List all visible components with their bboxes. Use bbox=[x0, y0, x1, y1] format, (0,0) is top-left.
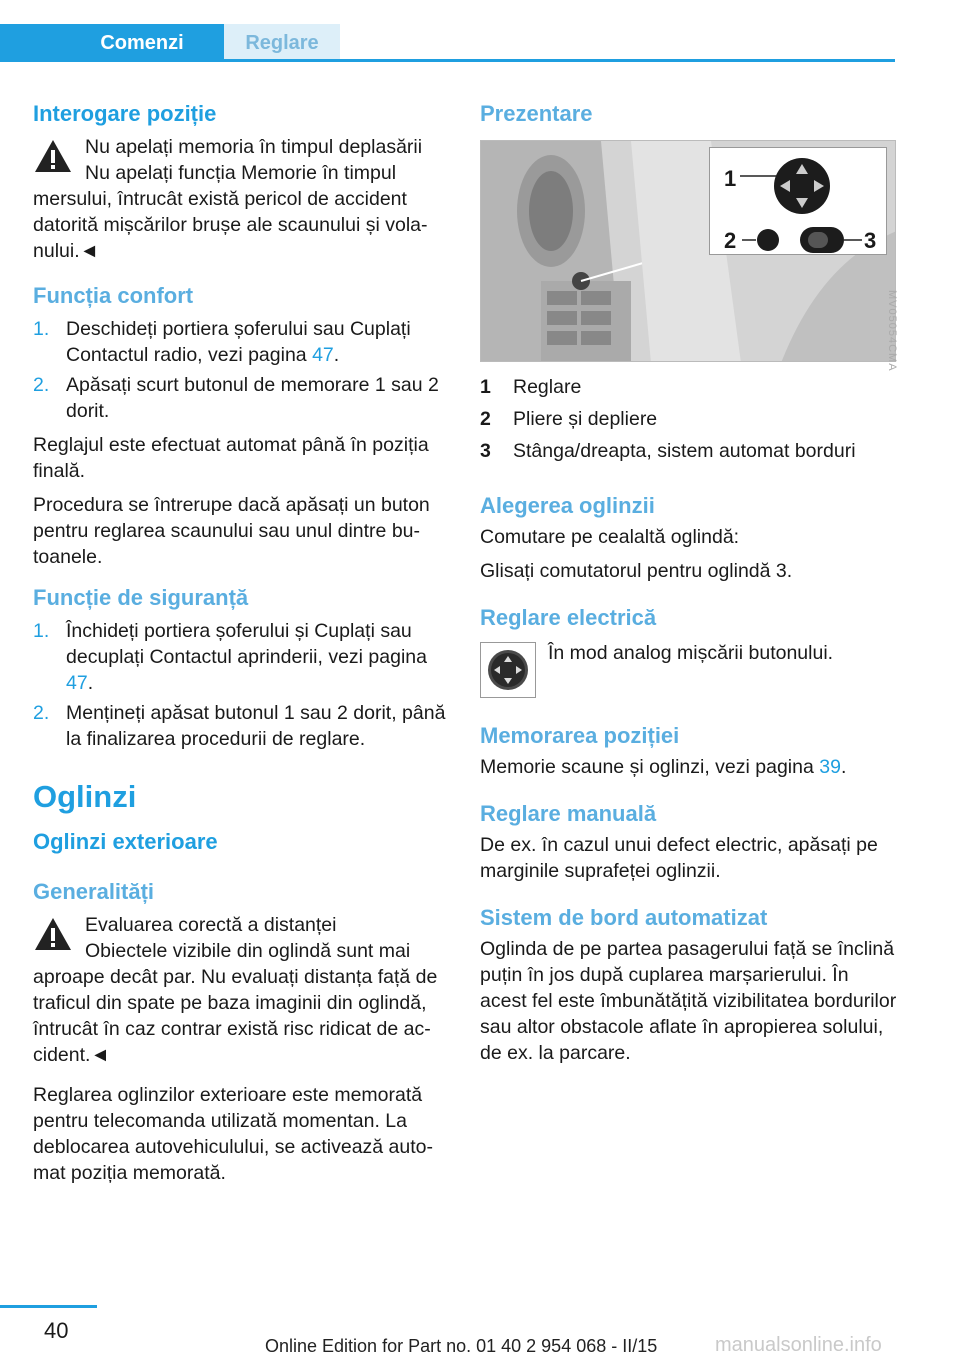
page-link[interactable]: 39 bbox=[819, 756, 841, 778]
left-column bbox=[33, 100, 453, 1194]
button-detail-inset bbox=[709, 147, 887, 255]
page-number: 40 bbox=[44, 1318, 69, 1343]
heading-alegerea: Alegerea oglinzii bbox=[480, 493, 655, 518]
paragraph: Oglinda de pe partea pasagerului față se înclină puțin în jos după cuplarea marșarierului. În acest fel este îmbunătățită vizibilitatea bordurilor sau altor obstacole aflate în apropierea solului, de ex. la parcare. bbox=[480, 938, 897, 1064]
paragraph: Comutare pe cealaltă oglindă: bbox=[480, 526, 740, 548]
paragraph: De ex. în cazul unui defect electric, apăsați pe marginile suprafeței oglinzii. bbox=[480, 834, 878, 882]
figure-legend bbox=[480, 374, 900, 464]
heading-siguranta: Funcție de siguranță bbox=[33, 585, 249, 610]
list-item: 1. Închideți portiera șoferului și Cuplați sau decuplați Contactul aprinderii, vezi pagina 47. bbox=[33, 620, 427, 694]
tab-underline bbox=[0, 59, 895, 62]
warning-text: Nu apelați funcția Memorie în timpul mersului, întrucât există pericol de accident datorită mișcărilor brușe ale scaunului și volanului.◄ bbox=[33, 162, 428, 262]
edition-text: Online Edition for Part no. 01 40 2 954 068 - II/15 bbox=[265, 1336, 658, 1356]
heading-confort: Funcția confort bbox=[33, 283, 194, 308]
heading-oglinzi: Oglinzi bbox=[33, 779, 137, 814]
chapter-tabs bbox=[0, 24, 895, 62]
warning-title: Evaluarea corectă a distanței bbox=[85, 914, 337, 936]
legend-item: 2 Pliere și depliere bbox=[480, 408, 658, 430]
confort-steps bbox=[33, 316, 453, 424]
legend-item: 3 Stânga/dreapta, sistem automat borduri bbox=[480, 440, 856, 462]
warning-triangle-icon bbox=[33, 916, 73, 952]
figure-label-3: 3 bbox=[864, 228, 877, 253]
page-link[interactable]: 47 bbox=[312, 344, 334, 366]
figure-code: MV05054CMA bbox=[886, 290, 898, 372]
warning-text: Obiectele vizibile din oglindă sunt mai aproape decât par. Nu evaluați distanța față de traficul din spate pe baza imaginii din oglindă, întrucât în caz contrar există risc ridicat de accident.◄ bbox=[33, 940, 438, 1066]
siguranta-steps bbox=[33, 618, 453, 752]
mirror-joystick-icon bbox=[480, 642, 536, 698]
figure-label-2: 2 bbox=[724, 228, 737, 253]
warning-triangle-icon bbox=[33, 138, 73, 174]
heading-electrica: Reglare electrică bbox=[480, 605, 657, 630]
paragraph: Glisați comutatorul pentru oglindă 3. bbox=[480, 560, 793, 582]
legend-item: 1 Reglare bbox=[480, 376, 582, 398]
paragraph: Procedura se întrerupe dacă apăsați un buton pentru reglarea scaunului sau unul dintre butoanele. bbox=[33, 494, 430, 568]
paragraph: În mod analog mișcării butonului. bbox=[548, 642, 834, 664]
footer-rule bbox=[0, 1305, 97, 1308]
warning-title: Nu apelați memoria în timpul deplasării bbox=[85, 136, 423, 158]
list-item: 2. Apăsați scurt butonul de memorare 1 sau 2 dorit. bbox=[33, 374, 439, 422]
list-item: 2. Mențineți apăsat butonul 1 sau 2 dorit, până la finalizarea procedurii de reglare. bbox=[33, 702, 446, 750]
mirror-controls-figure bbox=[480, 140, 896, 362]
heading-generalitati: Generalități bbox=[33, 879, 155, 904]
heading-memorarea: Memorarea poziției bbox=[480, 723, 680, 748]
paragraph: Reglajul este efectuat automat până în poziția finală. bbox=[33, 434, 429, 482]
heading-manuala: Reglare manuală bbox=[480, 801, 657, 826]
right-column bbox=[480, 100, 900, 1074]
tab-comenzi[interactable]: Comenzi bbox=[0, 24, 224, 62]
heading-interogare: Interogare poziție bbox=[33, 101, 217, 126]
heading-bord: Sistem de bord automatizat bbox=[480, 905, 768, 930]
electric-adjust-block bbox=[480, 640, 900, 704]
heading-prezentare: Prezentare bbox=[480, 101, 593, 126]
tab-reglare[interactable]: Reglare bbox=[224, 24, 340, 62]
paragraph: Reglarea oglinzilor exterioare este memorată pentru telecomanda utilizată momentan. La deblocarea autovehiculului, se activează automat poziția memorată. bbox=[33, 1084, 434, 1184]
list-item: 1. Deschideți portiera șoferului sau Cuplați Contactul radio, vezi pagina 47. bbox=[33, 318, 411, 366]
figure-label-1: 1 bbox=[724, 166, 737, 191]
page-link[interactable]: 47 bbox=[66, 672, 88, 694]
watermark: manualsonline.info bbox=[715, 1334, 882, 1356]
warning-block-memory bbox=[33, 134, 453, 264]
paragraph: Memorie scaune și oglinzi, vezi pagina 39. bbox=[480, 756, 847, 778]
warning-block-distance bbox=[33, 912, 453, 1068]
heading-oglinzi-exterioare: Oglinzi exterioare bbox=[33, 829, 218, 854]
